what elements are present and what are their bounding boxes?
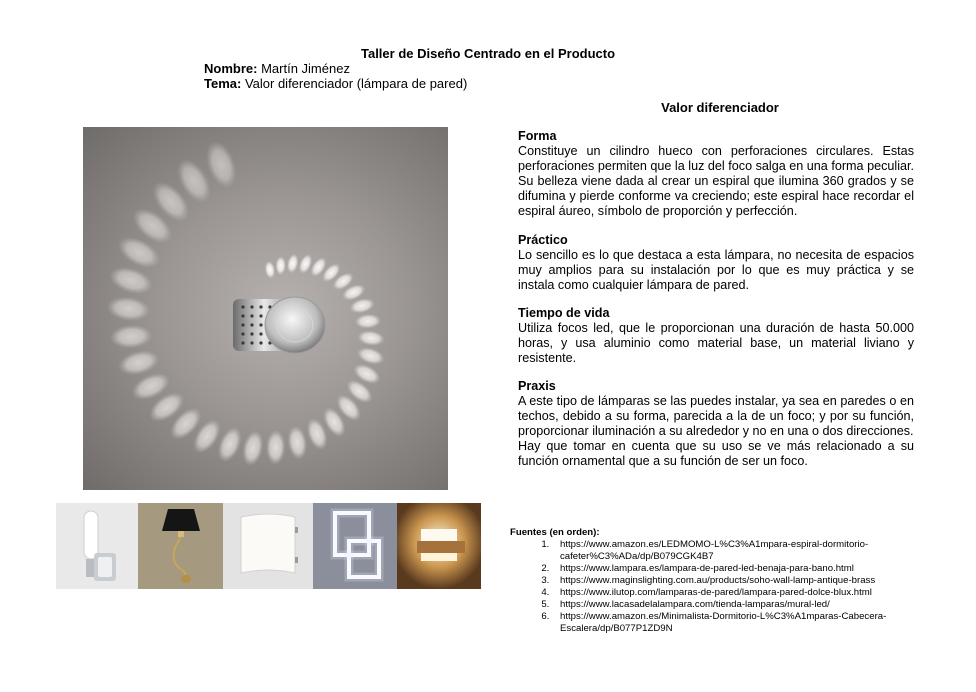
section-paragraph: Lo sencillo es lo que destaca a esta lámpara, no necesita de espacios muy amplios para su instalación por lo que es muy práctica y se instala como cualquier lámpara de pared. (518, 248, 914, 292)
thumbnail-lamp-4 (313, 503, 397, 589)
section-heading: Forma (518, 129, 557, 143)
cylinder-hole (259, 305, 262, 308)
cylinder-hole (250, 323, 253, 326)
sources-heading: Fuentes (en orden): (510, 527, 600, 538)
section-paragraph: Hay que tomar en cuenta que su uso se ve más relacionado a su función ornamental que a su función de ser un foco. (518, 439, 914, 468)
source-link[interactable]: 6. https://www.amazon.es/Minimalista-Dormitorio-L%C3%A1mparas-Cabecera-Escalera/dp/B077P1ZD9N (552, 611, 930, 635)
source-link[interactable]: 3. https://www.maginslighting.com.au/products/soho-wall-lamp-antique-brass (552, 575, 930, 587)
light-spot (105, 294, 151, 323)
cylinder-hole (259, 314, 262, 317)
light-spot (266, 430, 286, 466)
cylinder-hole (250, 341, 253, 344)
source-link[interactable]: 1. https://www.amazon.es/LEDMOMO-L%C3%A1mpara-espiral-dormitorio-cafeter%C3%ADa/dp/B079CGK4B7 (552, 539, 930, 563)
light-spot (109, 324, 153, 350)
cylinder-hole (241, 305, 244, 308)
light-spot (354, 313, 381, 329)
topic-label: Tema: (204, 76, 242, 91)
section-tiempo-de-vida (518, 306, 914, 366)
section-paragraph: A este tipo de lámparas se las puedes instalar, ya sea en paredes o en techos, debido a su forma, parecida a la de un foco; y por su función, proporcionar iluminación a su alrededor y no en una o dos direcciones. (518, 394, 914, 438)
cylinder-hole (259, 323, 262, 326)
section-paragraph: Constituye un cilindro hueco con perforaciones circulares. Estas perforaciones permiten que la luz del foco salga en una forma peculiar. Su belleza viene dada al crear un espiral que ilumina 360 grados y se difumina y pierde conforme va creciendo; este espiral hace recordar el espiral áureo, símbolo de proporción y perfección. (518, 144, 914, 218)
source-link[interactable]: 5. https://www.lacasadelalampara.com/tienda-lamparas/mural-led/ (552, 599, 930, 611)
section-heading: Práctico (518, 233, 568, 247)
section-forma (518, 129, 914, 219)
cylinder-hole (259, 332, 262, 335)
cylinder-hole (250, 332, 253, 335)
light-spot (275, 256, 286, 275)
cylinder-hole (250, 305, 253, 308)
thumbnail-lamp-2 (138, 503, 223, 589)
cylinder-hole (241, 332, 244, 335)
cylinder-hole (259, 341, 262, 344)
name-label: Nombre: (204, 61, 258, 76)
document-title: Taller de Diseño Centrado en el Producto (360, 46, 616, 61)
light-spot (264, 260, 277, 279)
topic-line (204, 76, 467, 91)
cylinder-hole (241, 314, 244, 317)
source-link[interactable]: 2. https://www.lampara.es/lampara-de-pared-led-benaja-para-bano.html (552, 563, 930, 575)
cylinder-hole (250, 314, 253, 317)
topic-value: Valor diferenciador (lámpara de pared) (244, 76, 468, 91)
light-spot (239, 429, 266, 468)
section-heading: Tiempo de vida (518, 306, 610, 320)
cylinder-hole (241, 341, 244, 344)
light-spot (285, 424, 309, 461)
section-heading: Praxis (518, 379, 556, 393)
section-practico (518, 233, 914, 293)
thumbnail-lamp-5 (397, 503, 481, 589)
author-line (204, 61, 350, 76)
source-link[interactable]: 4. https://www.ilutop.com/lamparas-de-pared/lampara-pared-dolce-blux.html (552, 587, 930, 599)
name-value: Martín Jiménez (261, 61, 350, 76)
section-title: Valor diferenciador (661, 100, 779, 115)
section-paragraph: Utiliza focos led, que le proporcionan una duración de hasta 50.000 horas, y usa aluminio como material base, un material liviano y resistente. (518, 321, 914, 365)
light-spot (285, 253, 300, 275)
thumbnail-lamp-1 (56, 503, 138, 589)
thumbnail-lamp-3 (223, 503, 313, 589)
cylinder-hole (241, 323, 244, 326)
sources-list (510, 527, 930, 635)
section-praxis (518, 379, 914, 469)
spiral-lamp-photo (83, 127, 448, 490)
light-spot (356, 329, 385, 347)
